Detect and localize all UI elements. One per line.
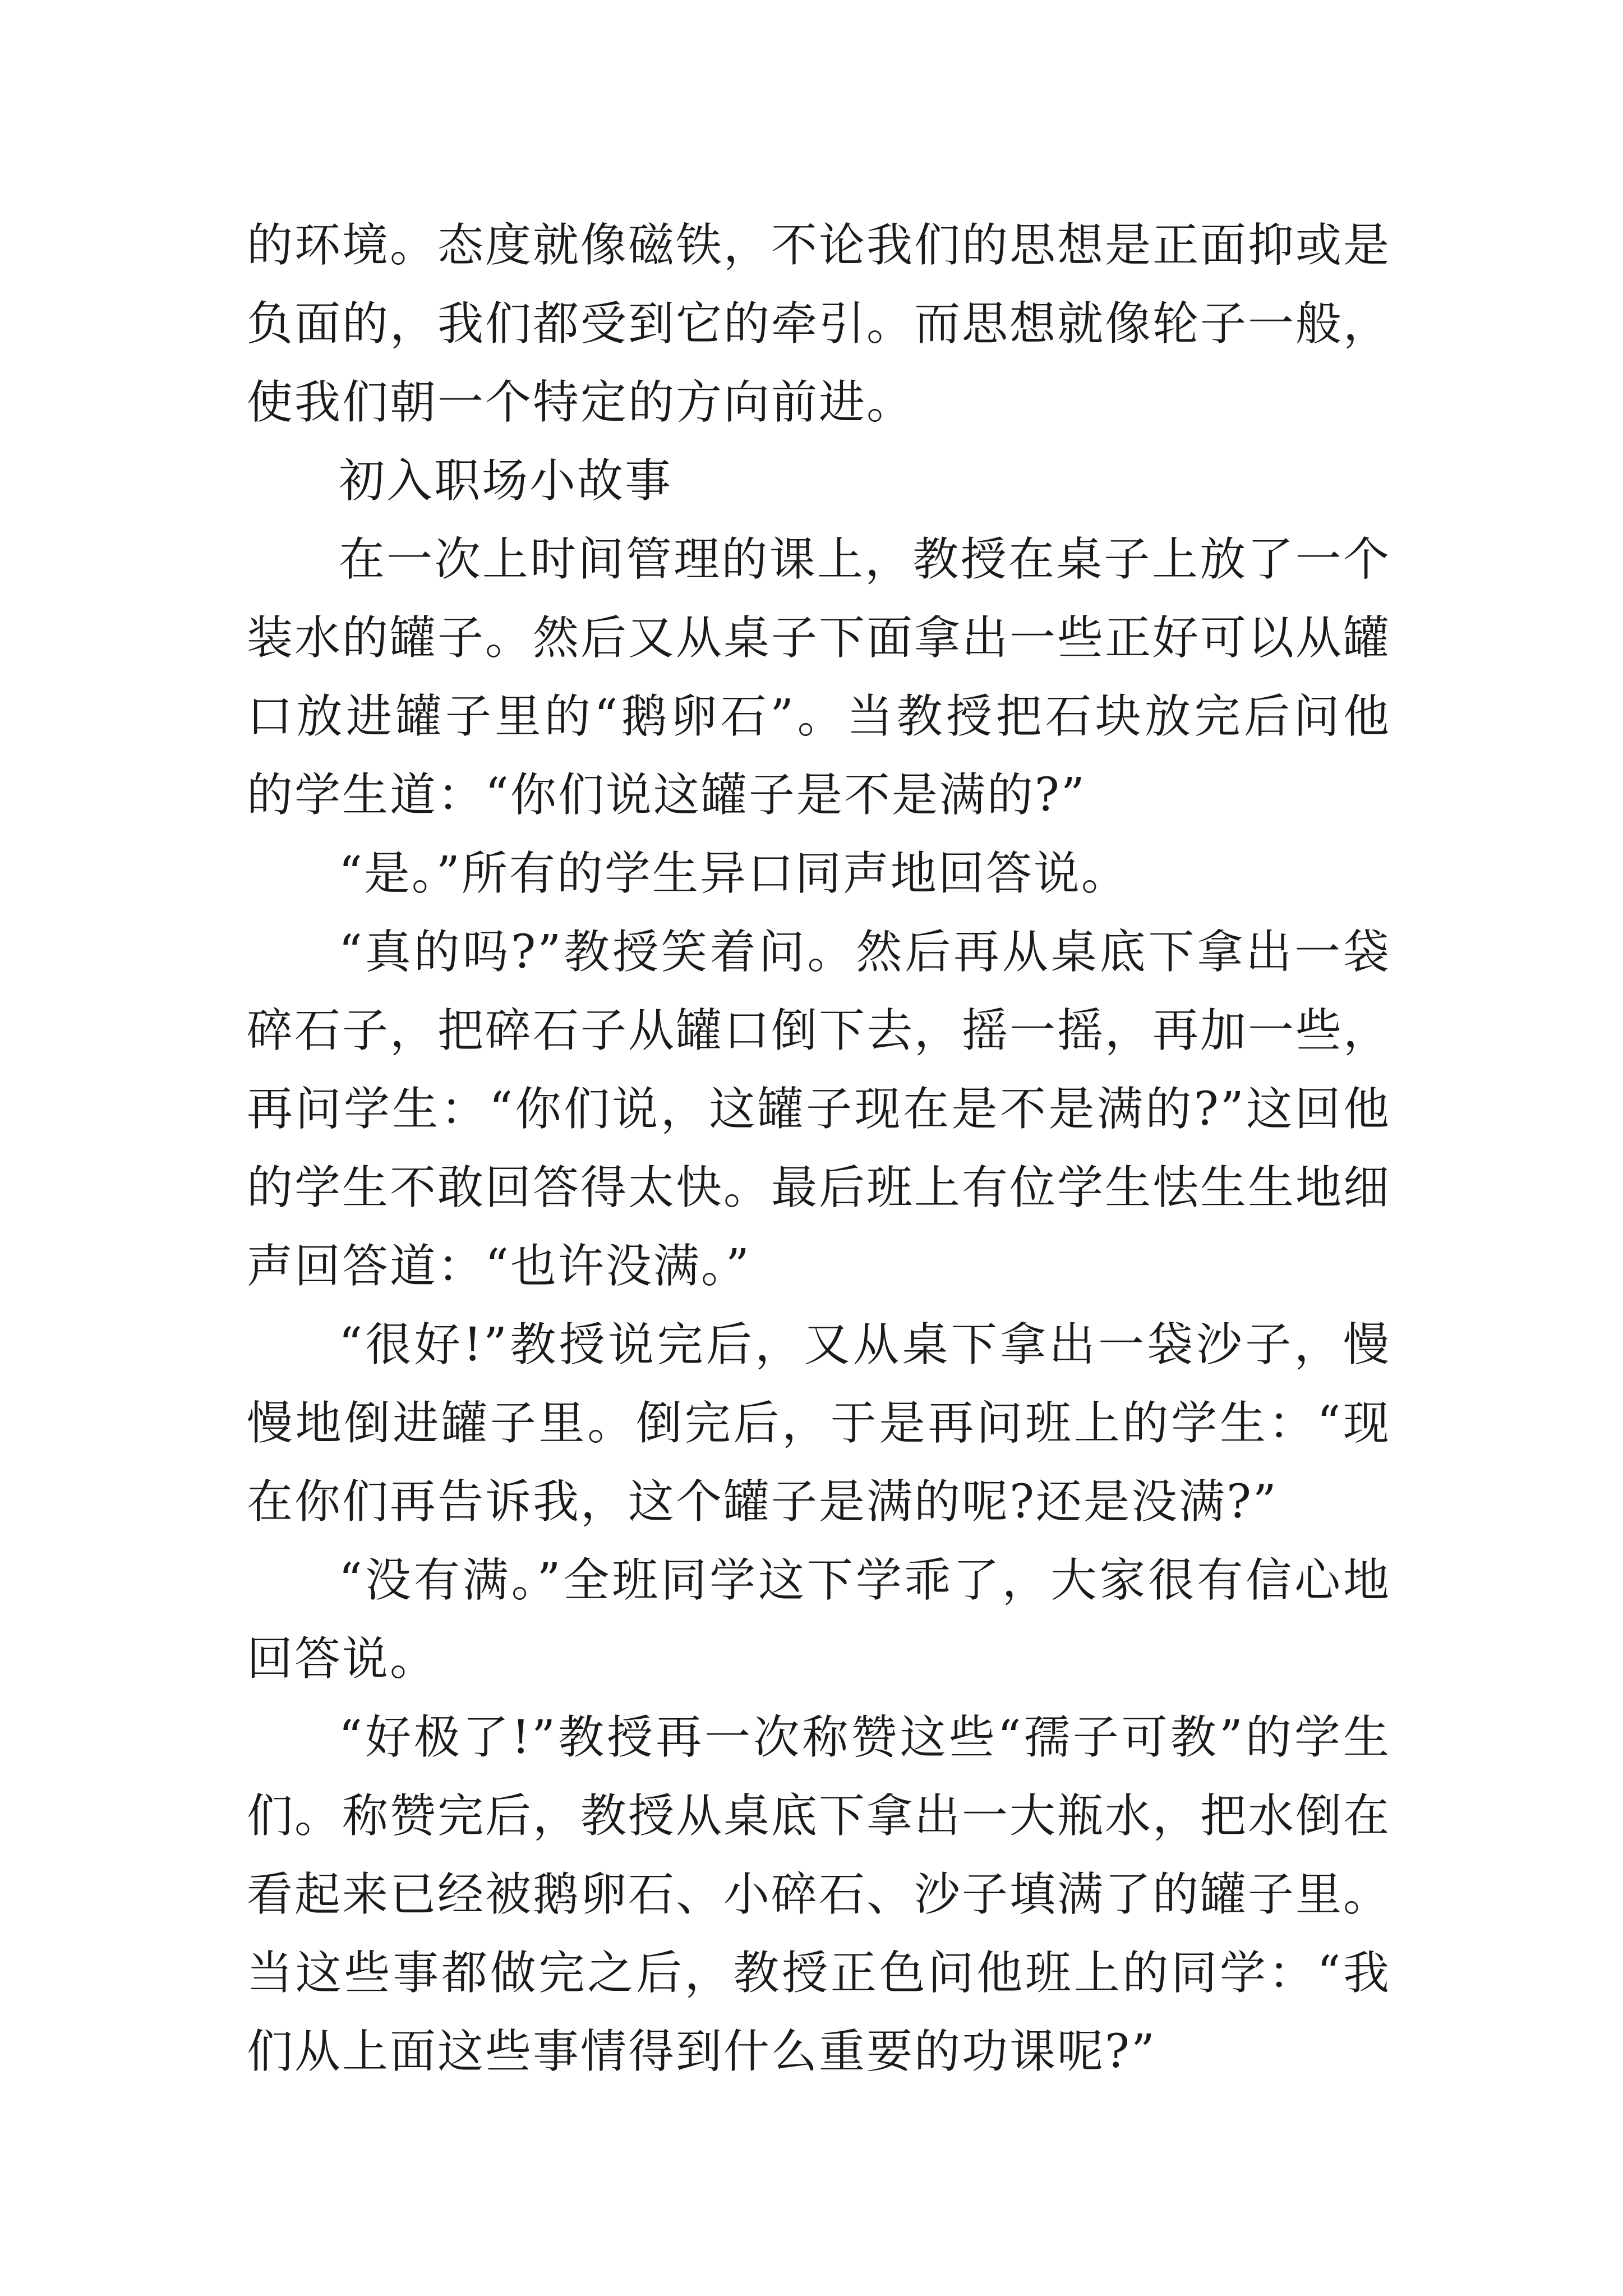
paragraph: 在一次上时间管理的课上，教授在桌子上放了一个装水的罐子。然后又从桌子下面拿出一些正好可以从罐口放进罐子里的“鹅卵石”。当教授把石块放完后问他的学生道：“你们说这罐子是不是满的?”	[247, 533, 1391, 822]
paragraph: “没有满。”全班同学这下学乖了，大家很有信心地回答说。	[247, 1554, 1391, 1686]
paragraph: “真的吗?”教授笑着问。然后再从桌底下拿出一袋碎石子，把碎石子从罐口倒下去，摇一摇，再加一些，再问学生：“你们说，这罐子现在是不是满的?”这回他的学生不敢回答得太快。最后班上有位学生怯生生地细声回答道：“也许没满。”	[247, 926, 1391, 1293]
paragraph-continuation: 的环境。态度就像磁铁，不论我们的思想是正面抑或是负面的，我们都受到它的牵引。而思想就像轮子一般，使我们朝一个特定的方向前进。	[247, 219, 1391, 429]
paragraph: “很好!”教授说完后，又从桌下拿出一袋沙子，慢慢地倒进罐子里。倒完后，于是再问班上的学生：“现在你们再告诉我，这个罐子是满的呢?还是没满?”	[247, 1318, 1391, 1529]
section-heading: 初入职场小故事	[339, 454, 673, 508]
paragraph: “好极了!”教授再一次称赞这些“孺子可教”的学生们。称赞完后，教授从桌底下拿出一大瓶水，把水倒在看起来已经被鹅卵石、小碎石、沙子填满了的罐子里。当这些事都做完之后，教授正色问他班上的同学：“我们从上面这些事情得到什么重要的功课呢?”	[247, 1711, 1391, 2078]
document-body	[247, 206, 1391, 2091]
paragraph: “是。”所有的学生异口同声地回答说。	[339, 847, 1129, 900]
